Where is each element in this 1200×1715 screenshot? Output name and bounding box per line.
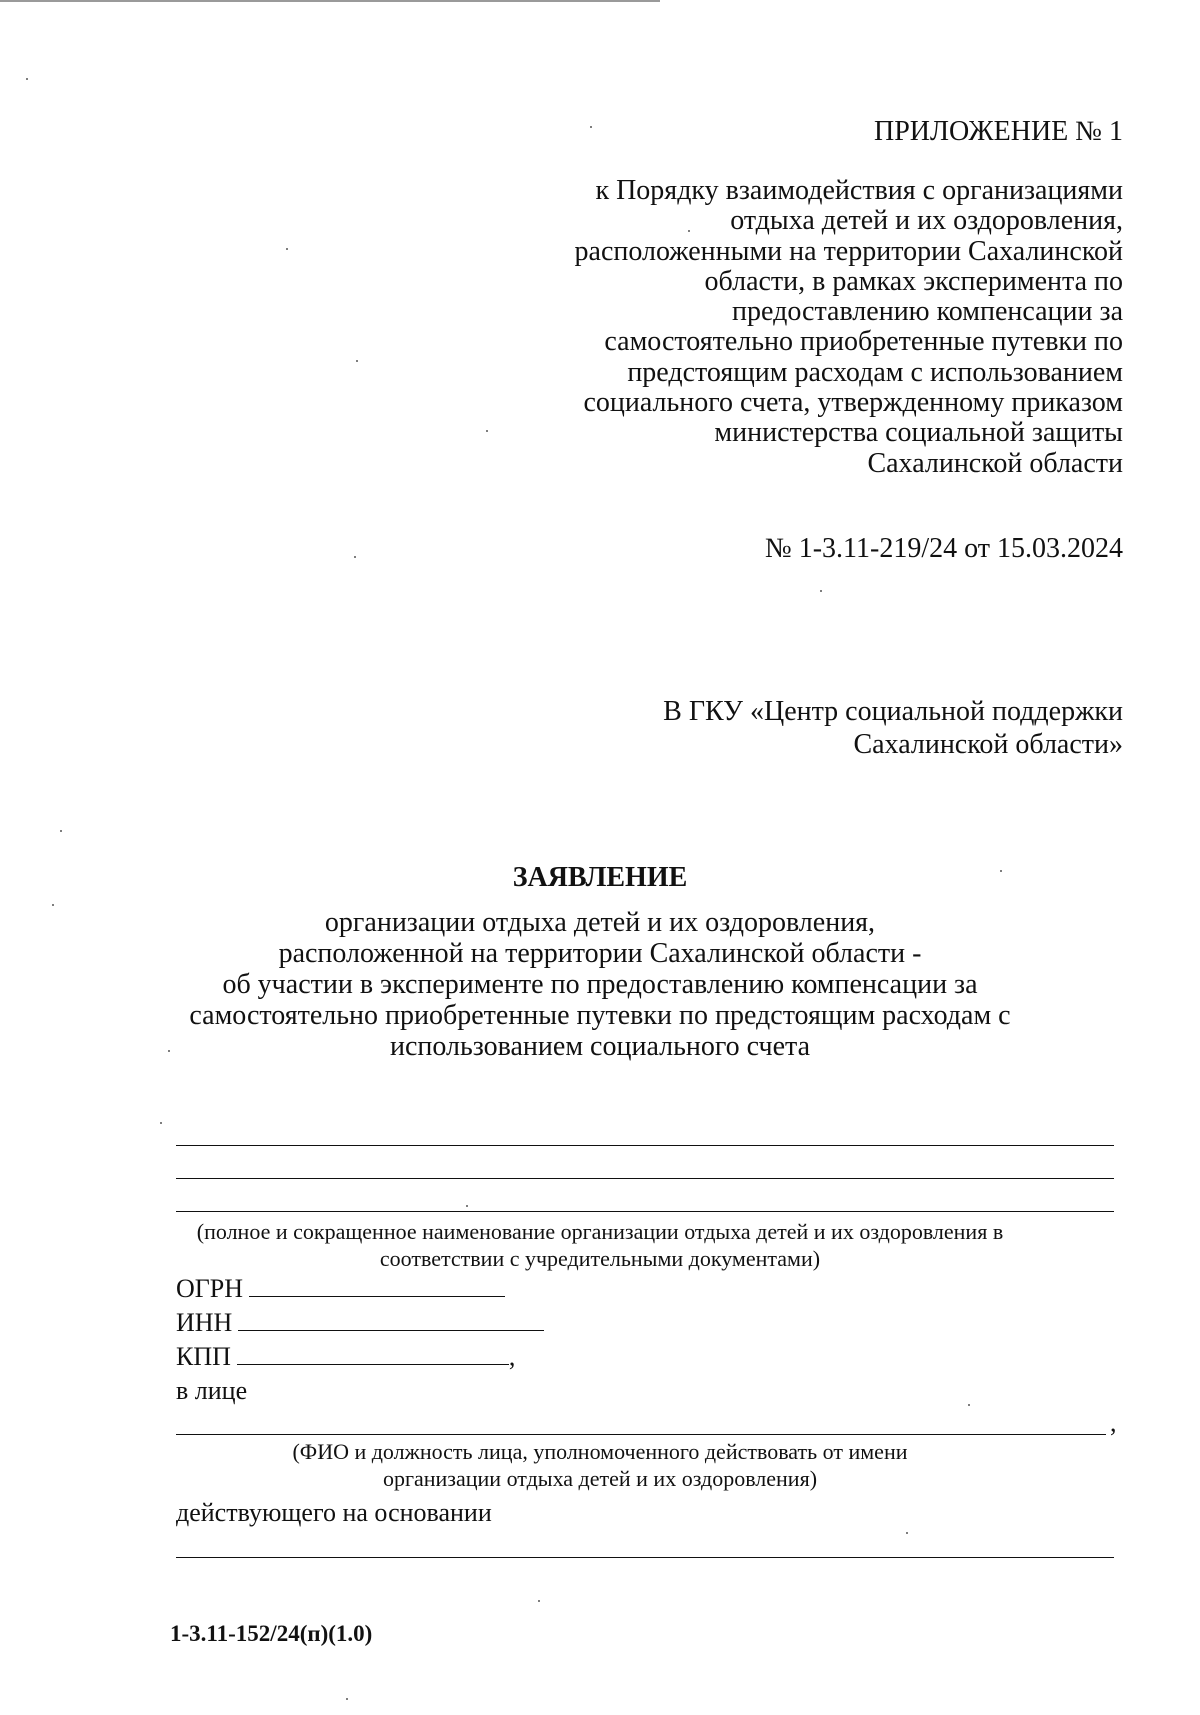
kpp-field <box>176 1342 515 1372</box>
subtitle-line: организации отдыха детей и их оздоровления, <box>324 907 876 938</box>
ogrn-label: ОГРН <box>176 1274 244 1303</box>
caption-line: (ФИО и должность лица, уполномоченного действовать от имени <box>292 1439 908 1464</box>
scan-speck <box>486 430 488 432</box>
annex-body-line: министерства социальной защиты <box>714 417 1123 449</box>
annex-body <box>575 176 1123 479</box>
scan-speck <box>538 1600 540 1602</box>
kpp-input-line[interactable] <box>237 1342 509 1365</box>
annex-body-line: Сахалинской области <box>867 447 1123 479</box>
org-name-line-2[interactable] <box>176 1178 1114 1179</box>
scan-speck <box>688 230 690 232</box>
representative-comma: , <box>1110 1408 1117 1437</box>
scan-speck <box>590 126 592 128</box>
addressee-line: Сахалинской области» <box>853 729 1123 760</box>
scan-speck <box>286 248 288 250</box>
represented-by-label: в лице <box>176 1376 248 1405</box>
ogrn-field <box>176 1274 505 1304</box>
subtitle-line: использованием социального счета <box>389 1031 811 1062</box>
caption-line: (полное и сокращенное наименование организации отдыха детей и их оздоровления в <box>196 1219 1004 1244</box>
scan-speck <box>160 1122 162 1124</box>
annex-body-line: предстоящим расходам с использованием <box>627 356 1123 388</box>
document-code: 1-3.11-152/24(п)(1.0) <box>170 1621 373 1646</box>
statement-subtitle <box>0 907 1200 1062</box>
scan-speck <box>906 1532 908 1534</box>
annex-body-line: самостоятельно приобретенные путевки по <box>604 326 1123 358</box>
org-name-line-3[interactable] <box>176 1211 1114 1212</box>
org-name-line-1[interactable] <box>176 1145 1114 1146</box>
acting-basis-line[interactable] <box>176 1557 1114 1558</box>
annex-body-line: области, в рамках эксперимента по <box>704 265 1123 297</box>
scan-speck <box>356 360 358 362</box>
kpp-label: КПП <box>176 1342 231 1371</box>
scan-speck <box>820 590 822 592</box>
scan-speck <box>354 556 356 558</box>
scan-speck <box>168 1050 170 1052</box>
caption-line: организации отдыха детей и их оздоровления) <box>382 1466 818 1491</box>
org-name-caption <box>0 1218 1200 1272</box>
scan-speck <box>968 1404 970 1406</box>
annex-title: ПРИЛОЖЕНИЕ № 1 <box>874 116 1123 147</box>
representative-line[interactable] <box>176 1434 1106 1435</box>
annex-body-line: социального счета, утвержденному приказом <box>583 387 1123 419</box>
scan-speck <box>26 78 28 80</box>
kpp-comma: , <box>508 1342 516 1371</box>
subtitle-line: об участии в эксперименте по предоставлению компенсации за <box>222 969 978 1000</box>
annex-body-line: к Порядку взаимодействия с организациями <box>595 175 1123 206</box>
annex-body-line: расположенными на территории Сахалинской <box>574 235 1123 267</box>
scan-speck <box>1000 870 1002 872</box>
subtitle-line: расположенной на территории Сахалинской области - <box>278 938 922 969</box>
inn-field <box>176 1308 544 1338</box>
ogrn-input-line[interactable] <box>249 1274 505 1297</box>
scan-speck <box>52 904 54 906</box>
scan-speck <box>60 830 62 832</box>
representative-caption <box>0 1438 1200 1492</box>
addressee-block <box>663 695 1123 761</box>
annex-body-line: предоставлению компенсации за <box>732 296 1123 328</box>
subtitle-line: самостоятельно приобретенные путевки по предстоящим расходам с <box>189 1000 1011 1031</box>
annex-body-line: отдыха детей и их оздоровления, <box>730 205 1123 237</box>
scan-speck <box>466 1205 468 1207</box>
statement-title: ЗАЯВЛЕНИЕ <box>512 862 688 893</box>
scan-speck <box>346 1698 348 1700</box>
inn-input-line[interactable] <box>238 1308 544 1331</box>
acting-basis-label: действующего на основании <box>176 1498 492 1527</box>
addressee-line: В ГКУ «Центр социальной поддержки <box>663 696 1123 727</box>
annex-order-number: № 1-3.11-219/24 от 15.03.2024 <box>765 533 1123 564</box>
inn-label: ИНН <box>176 1308 233 1337</box>
scan-edge-line <box>0 0 660 2</box>
caption-line: соответствии с учредительными документами) <box>379 1246 821 1271</box>
